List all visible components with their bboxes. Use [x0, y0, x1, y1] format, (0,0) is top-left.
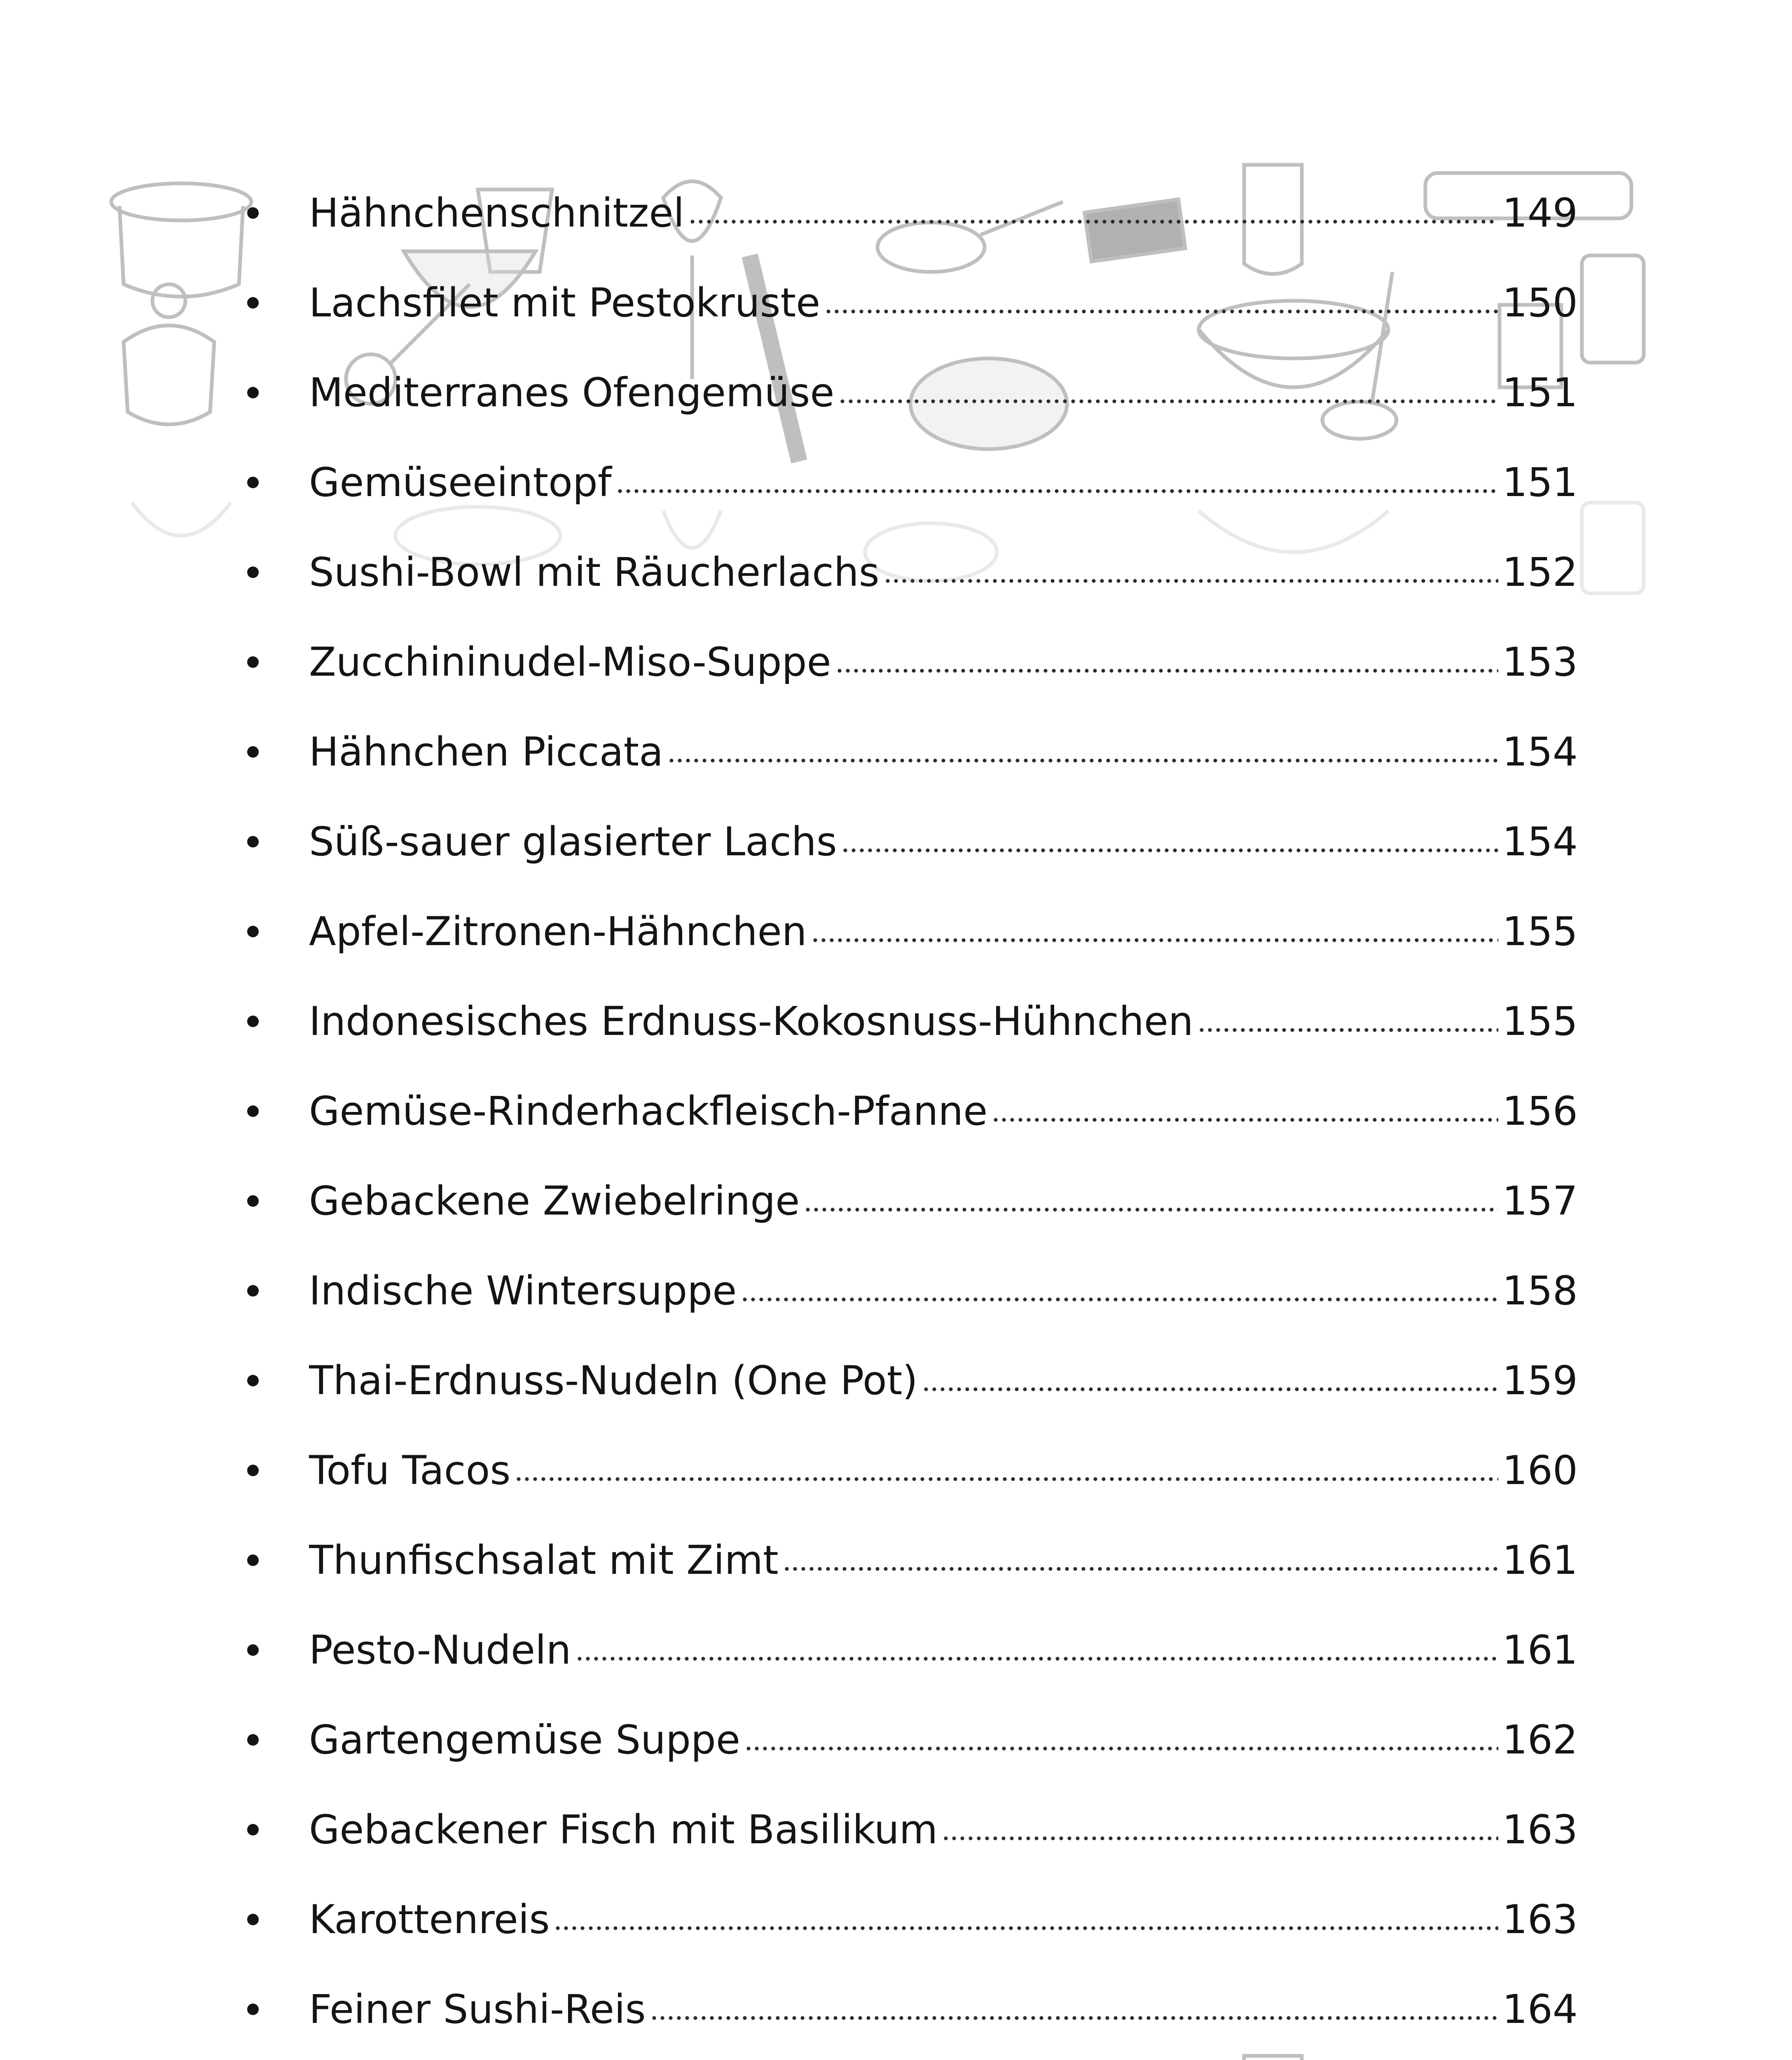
toc-row [309, 617, 1578, 707]
toc-row [309, 797, 1578, 887]
toc-entry[interactable] [247, 1246, 1578, 1336]
bullet-icon [247, 477, 259, 488]
dot-leader [688, 193, 1498, 233]
toc-entry[interactable] [247, 887, 1578, 976]
toc-entry[interactable] [247, 348, 1578, 438]
toc-entry-page-number: 151 [1502, 459, 1578, 506]
toc-entry-page-number: 157 [1502, 1178, 1578, 1224]
toc-entry-page-number: 150 [1502, 280, 1578, 326]
bullet-icon [247, 836, 259, 847]
bullet-icon [247, 387, 259, 398]
bullet-icon [247, 297, 259, 309]
toc-entry[interactable] [247, 2054, 1578, 2060]
dot-leader [835, 642, 1498, 682]
toc-entry[interactable] [247, 1515, 1578, 1605]
toc-row [309, 976, 1578, 1066]
toc-entry-page-number: 155 [1502, 908, 1578, 955]
dot-leader [922, 1361, 1498, 1400]
toc-entry-title: Mediterranes Ofengemüse [309, 370, 835, 416]
toc-row [309, 1785, 1578, 1875]
toc-entry[interactable] [247, 168, 1578, 258]
toc-row [309, 887, 1578, 976]
toc-entry-page-number: 154 [1502, 729, 1578, 775]
toc-entry[interactable] [247, 1426, 1578, 1515]
dot-leader [992, 1091, 1498, 1131]
toc-entry-title: Gartengemüse Suppe [309, 1717, 740, 1763]
dot-leader [884, 552, 1498, 592]
toc-entry-title: Tofu Tacos [309, 1447, 511, 1494]
toc-row [309, 1695, 1578, 1785]
toc-entry[interactable] [247, 1066, 1578, 1156]
toc-entry-page-number: 163 [1502, 1896, 1578, 1943]
toc-entry-title: Pesto-Nudeln [309, 1627, 571, 1673]
toc-row [309, 707, 1578, 797]
toc-entry[interactable] [247, 1964, 1578, 2054]
toc-row [309, 1426, 1578, 1515]
bullet-icon [247, 1016, 259, 1027]
toc-entry-title: Hähnchen Piccata [309, 729, 664, 775]
bullet-icon [247, 1465, 259, 1476]
toc-entry[interactable] [247, 1875, 1578, 1964]
dot-leader [667, 732, 1498, 772]
toc-entry-title: Hähnchenschnitzel [309, 190, 685, 236]
toc-entry[interactable] [247, 1336, 1578, 1426]
dot-leader [783, 1540, 1498, 1580]
bullet-icon [247, 2004, 259, 2015]
toc-entry-title: Zucchininudel-Miso-Suppe [309, 639, 831, 685]
toc-entry-title: Apfel-Zitronen-Hähnchen [309, 908, 807, 955]
toc-entry-page-number: 154 [1502, 819, 1578, 865]
table-of-contents [247, 168, 1578, 2060]
toc-row [309, 527, 1578, 617]
toc-entry-title: Sushi-Bowl mit Räucherlachs [309, 549, 880, 595]
toc-row [309, 1246, 1578, 1336]
toc-entry-title: Thai-Erdnuss-Nudeln (One Pot) [309, 1358, 918, 1404]
toc-entry[interactable] [247, 527, 1578, 617]
toc-row [309, 1875, 1578, 1964]
toc-entry[interactable] [247, 438, 1578, 527]
toc-entry-title: Karottenreis [309, 1896, 550, 1943]
toc-entry-page-number: 163 [1502, 1807, 1578, 1853]
bullet-icon [247, 1375, 259, 1386]
bullet-icon [247, 1914, 259, 1925]
toc-entry[interactable] [247, 1605, 1578, 1695]
toc-row [309, 168, 1578, 258]
toc-row [309, 2054, 1578, 2060]
dot-leader [1198, 1002, 1498, 1041]
dot-leader [744, 1720, 1498, 1760]
toc-entry-page-number: 149 [1502, 190, 1578, 236]
toc-entry-page-number: 151 [1502, 370, 1578, 416]
dot-leader [841, 822, 1498, 861]
dot-leader [575, 1630, 1498, 1670]
toc-entry[interactable] [247, 797, 1578, 887]
toc-row [309, 1336, 1578, 1426]
toc-entry-page-number: 161 [1502, 1627, 1578, 1673]
toc-entry[interactable] [247, 1695, 1578, 1785]
bullet-icon [247, 926, 259, 937]
toc-row [309, 1066, 1578, 1156]
toc-entry-page-number: 164 [1502, 1986, 1578, 2032]
toc-entry-title: Gebackene Zwiebelringe [309, 1178, 800, 1224]
toc-entry-page-number: 159 [1502, 1358, 1578, 1404]
toc-entry[interactable] [247, 976, 1578, 1066]
bullet-icon [247, 566, 259, 578]
toc-row [309, 1515, 1578, 1605]
bullet-icon [247, 1105, 259, 1117]
dot-leader [616, 463, 1498, 502]
bullet-icon [247, 1195, 259, 1207]
toc-entry-page-number: 162 [1502, 1717, 1578, 1763]
toc-entry-title: Feiner Sushi-Reis [309, 1986, 646, 2032]
toc-entry[interactable] [247, 1785, 1578, 1875]
toc-row [309, 1964, 1578, 2054]
dot-leader [650, 1990, 1498, 2029]
bullet-icon [247, 1734, 259, 1746]
dot-leader [838, 373, 1498, 412]
dot-leader [811, 912, 1498, 951]
toc-entry[interactable] [247, 617, 1578, 707]
dot-leader [942, 1810, 1498, 1849]
toc-entry-page-number: 152 [1502, 549, 1578, 595]
toc-entry-title: Lachsfilet mit Pestokruste [309, 280, 821, 326]
toc-entry-page-number: 153 [1502, 639, 1578, 685]
toc-entry-title: Indische Wintersuppe [309, 1268, 737, 1314]
toc-entry-page-number: 156 [1502, 1088, 1578, 1134]
bullet-icon [247, 1824, 259, 1835]
dot-leader [804, 1181, 1498, 1221]
toc-entry-title: Gemüse-Rinderhackfleisch-Pfanne [309, 1088, 988, 1134]
bullet-icon [247, 1644, 259, 1656]
toc-entry[interactable] [247, 707, 1578, 797]
dot-leader [824, 283, 1498, 323]
dot-leader [515, 1451, 1498, 1490]
bullet-icon [247, 1554, 259, 1566]
bullet-icon [247, 207, 259, 219]
toc-entry[interactable] [247, 1156, 1578, 1246]
toc-entry-page-number: 158 [1502, 1268, 1578, 1314]
toc-entry-title: Gemüseeintopf [309, 459, 612, 506]
toc-entry-title: Süß-sauer glasierter Lachs [309, 819, 837, 865]
toc-entry-title: Gebackener Fisch mit Basilikum [309, 1807, 938, 1853]
toc-entry-page-number: 155 [1502, 998, 1578, 1044]
toc-entry-page-number: 161 [1502, 1537, 1578, 1583]
toc-entry[interactable] [247, 258, 1578, 348]
toc-row [309, 1605, 1578, 1695]
toc-row [309, 1156, 1578, 1246]
dot-leader [741, 1271, 1498, 1311]
toc-entry-title: Thunfischsalat mit Zimt [309, 1537, 779, 1583]
toc-row [309, 348, 1578, 438]
bullet-icon [247, 1285, 259, 1297]
toc-entry-page-number: 160 [1502, 1447, 1578, 1494]
dot-leader [554, 1900, 1498, 1939]
bullet-icon [247, 656, 259, 668]
bullet-icon [247, 746, 259, 758]
toc-row [309, 438, 1578, 527]
toc-entry-title: Indonesisches Erdnuss-Kokosnuss-Hühnchen [309, 998, 1193, 1044]
toc-row [309, 258, 1578, 348]
